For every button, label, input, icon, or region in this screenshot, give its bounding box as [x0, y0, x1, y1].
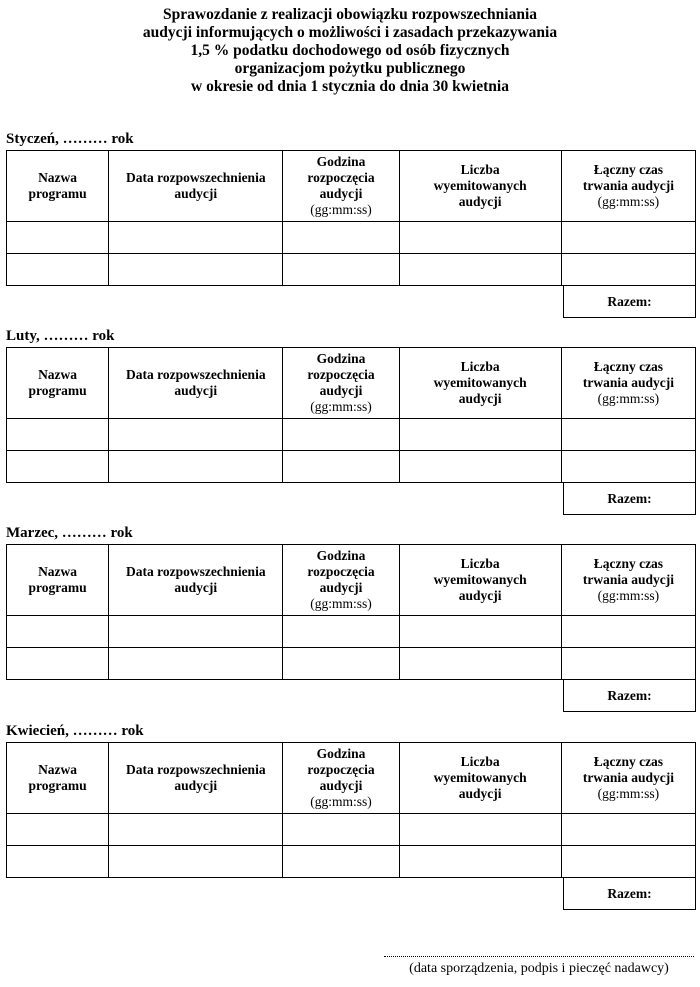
month-section-january: [6, 130, 696, 318]
table-cell[interactable]: [109, 419, 283, 451]
razem-cell: Razem:: [563, 878, 696, 910]
month-label: Kwiecień, ……… rok: [6, 723, 144, 739]
table-cell[interactable]: [399, 419, 561, 451]
razem-cell: Razem:: [563, 286, 696, 318]
header-total-duration: Łączny czas trwania audycji (gg:mm:ss): [561, 545, 695, 616]
header-broadcast-date: Data rozpowszechnienia audycji: [109, 743, 283, 814]
razem-row: [6, 483, 696, 515]
table-cell[interactable]: [399, 846, 561, 878]
header-broadcast-date: Data rozpowszechnienia audycji: [109, 151, 283, 222]
report-table: [6, 347, 696, 483]
table-row: [7, 419, 696, 451]
table-row: [7, 846, 696, 878]
report-table: [6, 742, 696, 878]
table-cell[interactable]: [561, 616, 695, 648]
table-row: [7, 648, 696, 680]
table-header-row: [7, 348, 696, 419]
table-cell[interactable]: [561, 419, 695, 451]
table-row: [7, 222, 696, 254]
razem-row: [6, 286, 696, 318]
table-cell[interactable]: [109, 451, 283, 483]
table-cell[interactable]: [561, 814, 695, 846]
month-label: Marzec, ……… rok: [6, 525, 133, 541]
table-cell[interactable]: [109, 254, 283, 286]
month-section-february: [6, 327, 696, 515]
table-cell[interactable]: [7, 254, 109, 286]
signature-line[interactable]: [384, 948, 694, 957]
header-broadcast-count: Liczba wyemitowanych audycji: [399, 743, 561, 814]
table-cell[interactable]: [283, 814, 399, 846]
header-program-name: Nazwa programu: [7, 348, 109, 419]
razem-row: [6, 680, 696, 712]
table-cell[interactable]: [7, 648, 109, 680]
month-label: Styczeń, ……… rok: [6, 131, 134, 147]
month-section-april: [6, 722, 696, 910]
header-broadcast-date: Data rozpowszechnienia audycji: [109, 545, 283, 616]
header-program-name: Nazwa programu: [7, 151, 109, 222]
table-cell[interactable]: [283, 846, 399, 878]
table-cell[interactable]: [283, 451, 399, 483]
header-start-time: Godzina rozpoczęcia audycji (gg:mm:ss): [283, 151, 399, 222]
header-start-time: Godzina rozpoczęcia audycji (gg:mm:ss): [283, 743, 399, 814]
header-total-duration: Łączny czas trwania audycji (gg:mm:ss): [561, 348, 695, 419]
report-title: [0, 6, 700, 96]
table-row: [7, 254, 696, 286]
table-cell[interactable]: [399, 222, 561, 254]
razem-cell: Razem:: [563, 680, 696, 712]
header-broadcast-count: Liczba wyemitowanych audycji: [399, 151, 561, 222]
table-cell[interactable]: [283, 616, 399, 648]
table-cell[interactable]: [561, 254, 695, 286]
table-cell[interactable]: [283, 254, 399, 286]
table-row: [7, 451, 696, 483]
header-program-name: Nazwa programu: [7, 743, 109, 814]
title-line: audycji informujących o możliwości i zasadach przekazywania: [142, 24, 558, 41]
table-cell[interactable]: [561, 648, 695, 680]
table-cell[interactable]: [283, 222, 399, 254]
table-cell[interactable]: [109, 846, 283, 878]
table-cell[interactable]: [399, 616, 561, 648]
table-cell[interactable]: [7, 846, 109, 878]
month-label: Luty, ……… rok: [6, 328, 115, 344]
table-cell[interactable]: [561, 222, 695, 254]
table-cell[interactable]: [109, 814, 283, 846]
table-header-row: [7, 151, 696, 222]
month-section-march: [6, 524, 696, 712]
header-start-time: Godzina rozpoczęcia audycji (gg:mm:ss): [283, 545, 399, 616]
header-total-duration: Łączny czas trwania audycji (gg:mm:ss): [561, 151, 695, 222]
table-cell[interactable]: [283, 648, 399, 680]
table-cell[interactable]: [7, 616, 109, 648]
title-line: w okresie od dnia 1 stycznia do dnia 30 kwietnia: [191, 78, 509, 95]
table-cell[interactable]: [109, 648, 283, 680]
header-broadcast-date: Data rozpowszechnienia audycji: [109, 348, 283, 419]
table-cell[interactable]: [561, 451, 695, 483]
table-cell[interactable]: [399, 254, 561, 286]
header-start-time: Godzina rozpoczęcia audycji (gg:mm:ss): [283, 348, 399, 419]
table-cell[interactable]: [561, 846, 695, 878]
table-cell[interactable]: [7, 222, 109, 254]
signature-caption: (data sporządzenia, podpis i pieczęć nadawcy): [409, 961, 669, 976]
header-broadcast-count: Liczba wyemitowanych audycji: [399, 348, 561, 419]
razem-row: [6, 878, 696, 910]
title-line: organizacjom pożytku publicznego: [234, 60, 466, 77]
razem-cell: Razem:: [563, 483, 696, 515]
table-header-row: [7, 743, 696, 814]
table-cell[interactable]: [109, 616, 283, 648]
table-cell[interactable]: [7, 419, 109, 451]
table-cell[interactable]: [109, 222, 283, 254]
table-cell[interactable]: [7, 451, 109, 483]
header-broadcast-count: Liczba wyemitowanych audycji: [399, 545, 561, 616]
header-total-duration: Łączny czas trwania audycji (gg:mm:ss): [561, 743, 695, 814]
table-header-row: [7, 545, 696, 616]
table-row: [7, 616, 696, 648]
table-cell[interactable]: [283, 419, 399, 451]
report-table: [6, 544, 696, 680]
table-cell[interactable]: [7, 814, 109, 846]
table-cell[interactable]: [399, 648, 561, 680]
table-row: [7, 814, 696, 846]
table-cell[interactable]: [399, 451, 561, 483]
table-cell[interactable]: [399, 814, 561, 846]
title-line: Sprawozdanie z realizacji obowiązku rozpowszechniania: [163, 6, 537, 23]
signature-block: [384, 948, 694, 977]
title-line: 1,5 % podatku dochodowego od osób fizycznych: [190, 42, 510, 59]
header-program-name: Nazwa programu: [7, 545, 109, 616]
report-table: [6, 150, 696, 286]
